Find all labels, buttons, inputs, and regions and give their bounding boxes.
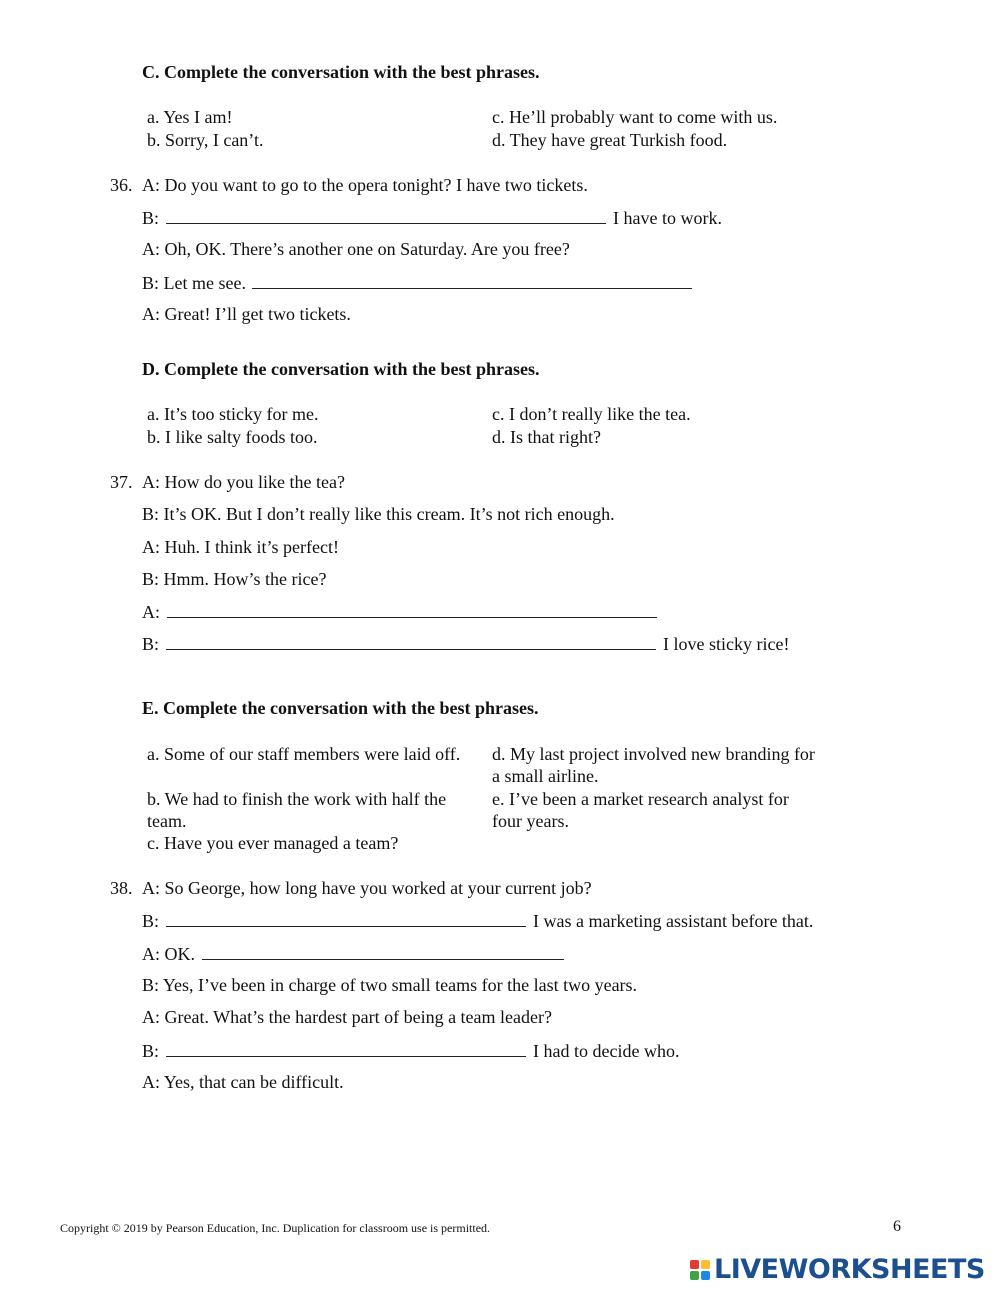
answer-blank-37-1[interactable] [167, 601, 657, 618]
option-e-e: e. I’ve been a market research analyst for four years. [492, 789, 789, 831]
answer-blank-38-1[interactable] [166, 910, 526, 927]
option-c-c: c. He’ll probably want to come with us. [492, 107, 778, 127]
option-d-d: d. Is that right? [492, 427, 601, 447]
option-c-d: d. They have great Turkish food. [492, 130, 728, 150]
logo-square [690, 1260, 699, 1269]
line-37-4: B: Hmm. How’s the rice? [142, 569, 327, 589]
option-d-b: b. I like salty foods too. [147, 427, 318, 447]
line-text: I have to work. [613, 208, 722, 228]
line-38-5: A: Great. What’s the hardest part of being a team leader? [142, 1007, 552, 1027]
brand-name: LIVEWORKSHEETS [714, 1254, 985, 1285]
line-36-1: A: Do you want to go to the opera tonight? I have two tickets. [142, 175, 588, 195]
line-36-3: A: Oh, OK. There’s another one on Saturday. Are you free? [142, 239, 570, 259]
speaker-label: A: [142, 602, 160, 622]
logo-square [701, 1271, 710, 1280]
option-d-a: a. It’s too sticky for me. [147, 404, 319, 424]
speaker-label: B: [142, 1041, 160, 1061]
line-38-6 [142, 1040, 679, 1062]
answer-blank-38-3[interactable] [166, 1040, 526, 1057]
logo-squares-icon [690, 1260, 710, 1280]
line-38-4: B: Yes, I’ve been in charge of two small teams for the last two years. [142, 975, 638, 995]
line-text: B: Let me see. [142, 273, 246, 293]
line-36-5: A: Great! I’ll get two tickets. [142, 304, 351, 324]
section-c-heading: C. Complete the conversation with the best phrases. [142, 62, 540, 82]
option-e-d: d. My last project involved new branding for a small airline. [492, 744, 815, 786]
line-38-7: A: Yes, that can be difficult. [142, 1072, 344, 1092]
option-c-a: a. Yes I am! [147, 107, 233, 127]
line-38-2 [142, 910, 813, 932]
liveworksheets-logo[interactable] [690, 1254, 985, 1285]
line-37-6 [142, 633, 789, 655]
option-d-c: c. I don’t really like the tea. [492, 404, 691, 424]
line-37-2: B: It’s OK. But I don’t really like this cream. It’s not rich enough. [142, 504, 615, 524]
question-number-36: 36. [110, 175, 133, 195]
option-c-b: b. Sorry, I can’t. [147, 130, 264, 150]
line-38-1: A: So George, how long have you worked at your current job? [142, 878, 592, 898]
line-37-1: A: How do you like the tea? [142, 472, 345, 492]
option-e-a: a. Some of our staff members were laid off. [147, 744, 461, 764]
answer-blank-36-2[interactable] [252, 272, 692, 289]
speaker-label: B: [142, 208, 160, 228]
line-37-5 [142, 601, 660, 623]
speaker-label: B: [142, 634, 160, 654]
logo-square [701, 1260, 710, 1269]
question-number-37: 37. [110, 472, 133, 492]
line-text: A: OK. [142, 944, 195, 964]
answer-blank-38-2[interactable] [202, 943, 564, 960]
line-text: I love sticky rice! [663, 634, 790, 654]
logo-square [690, 1271, 699, 1280]
copyright-notice: Copyright © 2019 by Pearson Education, Inc. Duplication for classroom use is permitted. [60, 1221, 491, 1235]
section-e-heading: E. Complete the conversation with the best phrases. [142, 698, 539, 718]
option-e-b: b. We had to finish the work with half the team. [147, 789, 447, 831]
page-number: 6 [893, 1218, 901, 1235]
speaker-label: B: [142, 911, 160, 931]
question-number-38: 38. [110, 878, 133, 898]
option-e-c: c. Have you ever managed a team? [147, 833, 399, 853]
line-38-3 [142, 943, 567, 965]
section-d-heading: D. Complete the conversation with the best phrases. [142, 359, 540, 379]
answer-blank-37-2[interactable] [166, 633, 656, 650]
line-36-2 [142, 207, 722, 229]
line-37-3: A: Huh. I think it’s perfect! [142, 537, 339, 557]
line-text: I was a marketing assistant before that. [533, 911, 814, 931]
line-text: I had to decide who. [533, 1041, 680, 1061]
answer-blank-36-1[interactable] [166, 207, 606, 224]
line-36-4 [142, 272, 695, 294]
